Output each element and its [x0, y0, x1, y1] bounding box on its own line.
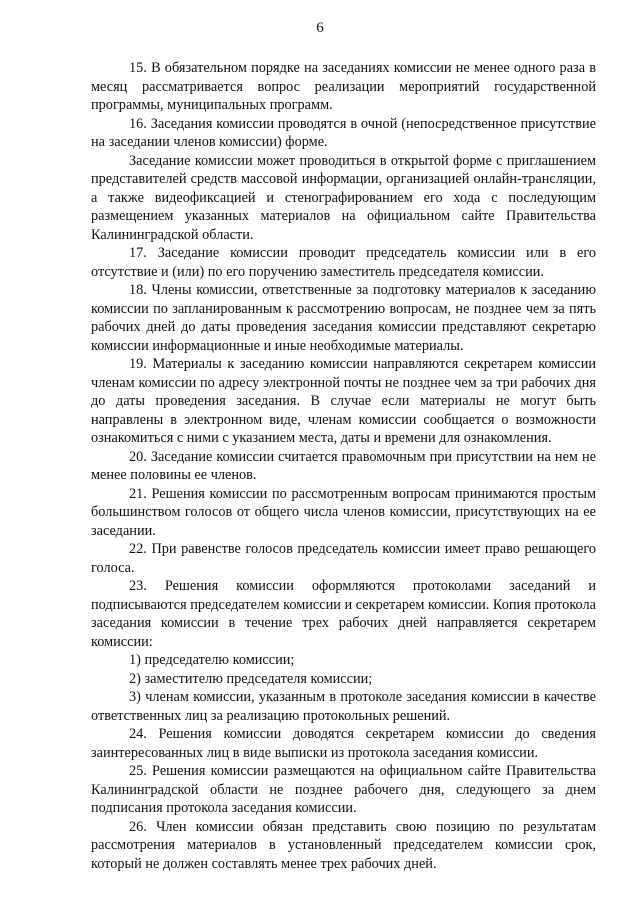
paragraph-16: 16. Заседания комиссии проводятся в очной (непосредственное присутствие на заседании членов комиссии) форме. [91, 115, 596, 150]
list-item-1: 1) председателю комиссии; [129, 652, 295, 668]
list-item-3: 3) членам комиссии, указанным в протоколе заседания комиссии в качестве ответственных лиц за реализацию протокольных решений. [91, 689, 596, 724]
paragraph-17: 17. Заседание комиссии проводит председатель комиссии или в его отсутствие и (или) по его поручению заместитель председателя комиссии. [91, 245, 596, 280]
paragraph-15: 15. В обязательном порядке на заседаниях комиссии не менее одного раза в месяц рассматривается вопрос реализации мероприятий государственной программы, муниципальных программ. [91, 60, 596, 113]
paragraph-19: 19. Материалы к заседанию комиссии направляются секретарем комиссии членам комиссии по адресу электронной почты не позднее чем за три рабочих дня до даты проведения заседания. В случае если материалы не могут быть направлены в электронном виде, членам комиссии сообщается о возможности ознакомиться с ними с указанием места, даты и времени для ознакомления. [91, 356, 596, 446]
paragraph-21: 21. Решения комиссии по рассмотренным вопросам принимаются простым большинством голосов от общего числа членов комиссии, присутствующих на ее заседании. [91, 485, 596, 539]
paragraph-22: 22. При равенстве голосов председатель комиссии имеет право решающего голоса. [91, 541, 596, 576]
paragraph-16-open-form: Заседание комиссии может проводиться в открытой форме с приглашением представителей средств массовой информации, организацией онлайн-трансляции, а также видеофиксацией и стенографированием его хода с последующим размещением указанных материалов на официальном сайте Правительства Калининградской области. [91, 152, 596, 243]
paragraph-23: 23. Решения комиссии оформляются протоколами заседаний и подписываются председателем комиссии и секретарем комиссии. Копия протокола заседания комиссии в течение трех рабочих дней направляется секретарем комиссии: [91, 578, 596, 650]
paragraph-26: 26. Член комиссии обязан представить свою позицию по результатам рассмотрения материалов в установленный председателем комиссии срок, который не должен составлять менее трех рабочих дней. [91, 818, 596, 872]
page-number: 6 [316, 20, 324, 36]
paragraph-24: 24. Решения комиссии доводятся секретарем комиссии до сведения заинтересованных лиц в виде выписки из протокола заседания комиссии. [91, 726, 596, 761]
document-body [91, 59, 596, 873]
paragraph-18: 18. Члены комиссии, ответственные за подготовку материалов к заседанию комиссии по запланированным к рассмотрению вопросам, не позднее чем за пять рабочих дней до даты проведения заседания комиссии представляют секретарю комиссии информационные и иные необходимые материалы. [91, 282, 596, 354]
list-item-2: 2) заместителю председателя комиссии; [129, 670, 373, 687]
paragraph-20: 20. Заседание комиссии считается правомочным при присутствии на нем не менее половины ее членов. [91, 448, 596, 483]
paragraph-25: 25. Решения комиссии размещаются на официальном сайте Правительства Калининградской области не позднее рабочего дня, следующего за днем подписания протокола заседания комиссии. [91, 763, 596, 816]
